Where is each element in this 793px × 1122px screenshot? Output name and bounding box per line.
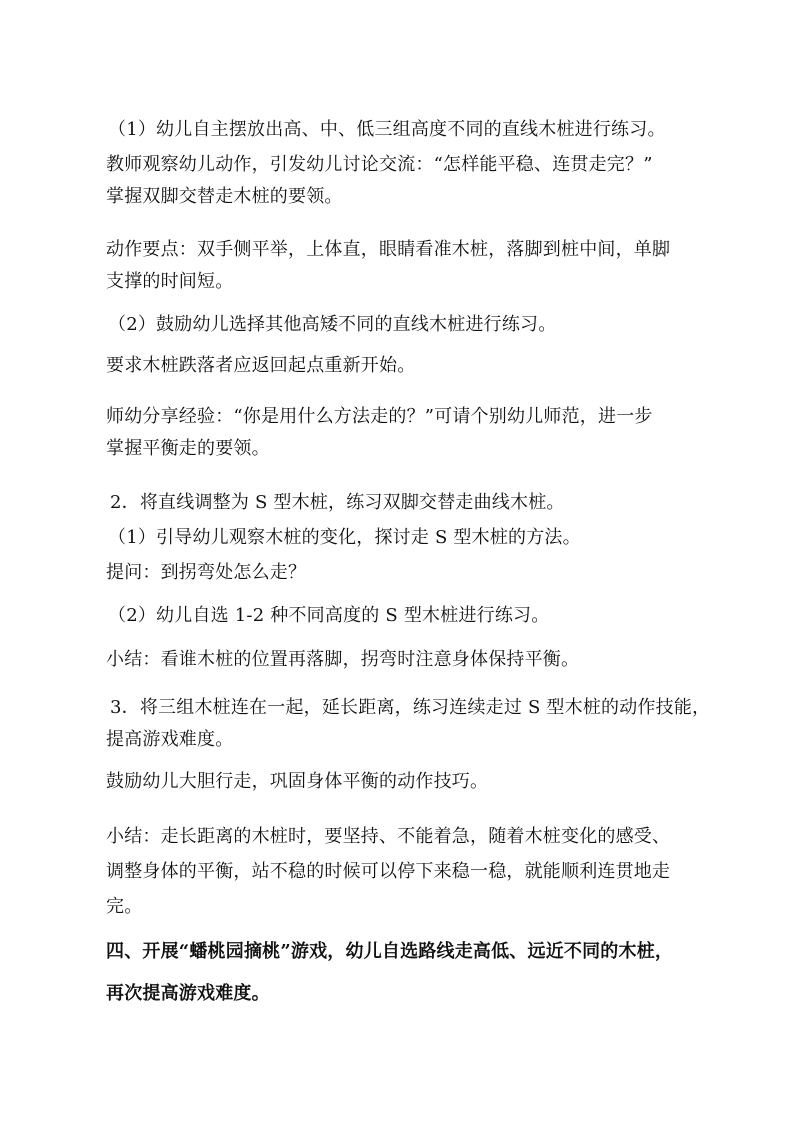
text-line: 小结：看谁木桩的位置再落脚，拐弯时注意身体保持平衡。 — [106, 649, 580, 670]
section-heading: 四、开展“蟠桃园摘桃”游戏，幼儿自选路线走高低、远近不同的木桩， — [106, 941, 674, 962]
text-line: 2．将直线调整为 S 型木桩，练习双脚交替走曲线木桩。 — [110, 492, 565, 513]
text-line: 要求木桩跌落者应返回起点重新开始。 — [106, 355, 416, 376]
text-line: （2）幼儿自选 1-2 种不同高度的 S 型木桩进行练习。 — [108, 605, 550, 626]
text-line: 提高游戏难度。 — [106, 729, 234, 750]
text-line: 支撑的时间短。 — [106, 271, 234, 292]
text-line: （2）鼓励幼儿选择其他高矮不同的直线木桩进行练习。 — [108, 314, 557, 335]
text-line: 掌握平衡走的要领。 — [106, 438, 270, 459]
text-line: （1）引导幼儿观察木桩的变化，探讨走 S 型木桩的方法。 — [108, 527, 581, 548]
text-line: 掌握双脚交替走木桩的要领。 — [106, 186, 343, 207]
text-line: 鼓励幼儿大胆行走，巩固身体平衡的动作技巧。 — [106, 771, 489, 792]
section-heading: 再次提高游戏难度。 — [106, 983, 270, 1004]
text-line: 完。 — [106, 896, 143, 917]
text-line: 动作要点：双手侧平举，上体直，眼睛看准木桩，落脚到桩中间，单脚 — [106, 239, 671, 260]
text-line: 调整身体的平衡，站不稳的时候可以停下来稳一稳，就能顺利连贯地走 — [106, 861, 671, 882]
text-line: （1）幼儿自主摆放出高、中、低三组高度不同的直线木桩进行练习。 — [108, 119, 666, 140]
text-line: 提问：到拐弯处怎么走？ — [106, 562, 307, 583]
text-line: 教师观察幼儿动作，引发幼儿讨论交流：“怎样能平稳、连贯走完？” — [106, 154, 653, 175]
text-line: 师幼分享经验：“你是用什么方法走的？”可请个别幼儿师范，进一步 — [106, 406, 653, 427]
text-line: 3．将三组木桩连在一起，延长距离，练习连续走过 S 型木桩的动作技能， — [110, 697, 711, 718]
text-line: 小结：走长距离的木桩时，要坚持、不能着急，随着木桩变化的感受、 — [106, 826, 671, 847]
